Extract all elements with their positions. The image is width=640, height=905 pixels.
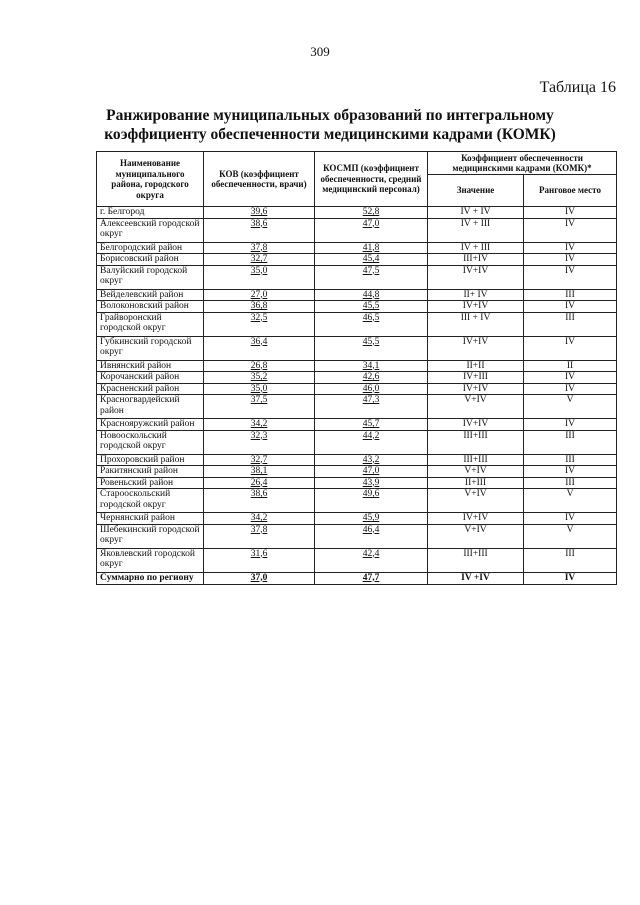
- cell-kov: [204, 265, 315, 289]
- cell-kosmp-text: 44,2: [362, 430, 380, 441]
- cell-kov-text: 35,0: [250, 265, 268, 276]
- cell-kosmp: [315, 242, 428, 254]
- cell-name: Краснояружский район: [97, 419, 204, 431]
- cell-kov: [204, 254, 315, 266]
- cell-kosmp-text: 42,4: [362, 548, 380, 559]
- cell-kosmp-text: 45,5: [362, 336, 380, 347]
- cell-name: Вейделевский район: [97, 289, 204, 301]
- cell-name: г. Белгород: [97, 207, 204, 219]
- cell-kov: [204, 477, 315, 489]
- table-row: [97, 454, 617, 466]
- cell-kov-text: 31,6: [250, 548, 268, 559]
- cell-kosmp-text: 46,5: [362, 312, 380, 323]
- cell-name: Чернянский район: [97, 513, 204, 525]
- cell-value: III+III: [428, 454, 524, 466]
- cell-rank: V: [524, 489, 617, 513]
- cell-value: III+III: [428, 430, 524, 454]
- cell-kosmp: [315, 336, 428, 360]
- total-name: Суммарно по региону: [97, 572, 204, 584]
- table-row: [97, 419, 617, 431]
- cell-kosmp: [315, 430, 428, 454]
- cell-kosmp: [315, 489, 428, 513]
- cell-rank: IV: [524, 265, 617, 289]
- cell-name: Старооскольский городской округ: [97, 489, 204, 513]
- table-row: [97, 265, 617, 289]
- cell-value: V+IV: [428, 395, 524, 419]
- cell-kov-text: 32,3: [250, 430, 268, 441]
- cell-name: Корочанский район: [97, 372, 204, 384]
- cell-kosmp-text: 45,4: [362, 254, 380, 264]
- cell-rank: III: [524, 548, 617, 572]
- cell-kosmp-text: 34,1: [362, 360, 380, 371]
- cell-kov-text: 39,6: [250, 207, 268, 217]
- table-row: [97, 289, 617, 301]
- cell-kosmp: [315, 513, 428, 525]
- cell-value: II+ IV: [428, 289, 524, 301]
- cell-name: Ровеньский район: [97, 477, 204, 489]
- cell-kov-text: 32,7: [250, 254, 268, 264]
- cell-value: IV+IV: [428, 265, 524, 289]
- cell-rank: III: [524, 454, 617, 466]
- cell-kosmp: [315, 383, 428, 395]
- cell-kosmp: [315, 548, 428, 572]
- cell-kov: [204, 489, 315, 513]
- total-kosmp-text: 47,7: [362, 572, 380, 583]
- table-row: [97, 360, 617, 372]
- header-kov: КОВ (коэффициент обеспеченности, врачи): [204, 152, 315, 207]
- cell-kov-text: 35,2: [250, 372, 268, 382]
- cell-rank: IV: [524, 254, 617, 266]
- cell-rank: III: [524, 477, 617, 489]
- cell-kosmp: [315, 360, 428, 372]
- table-row: [97, 430, 617, 454]
- table-row: [97, 466, 617, 478]
- cell-rank: II: [524, 360, 617, 372]
- cell-kosmp: [315, 419, 428, 431]
- cell-value: IV + IV: [428, 207, 524, 219]
- total-kosmp: [315, 572, 428, 584]
- cell-name: Яковлевский городской округ: [97, 548, 204, 572]
- table-row: [97, 395, 617, 419]
- header-name: Наименование муниципального района, городского округа: [97, 152, 204, 207]
- cell-name: Новооскольский городской округ: [97, 430, 204, 454]
- cell-kov: [204, 454, 315, 466]
- cell-value: IV + III: [428, 218, 524, 242]
- table-row-total: [97, 572, 617, 584]
- cell-kov: [204, 218, 315, 242]
- cell-kov-text: 36,8: [250, 301, 268, 311]
- cell-kov: [204, 513, 315, 525]
- cell-kosmp: [315, 477, 428, 489]
- cell-name: Белгородский район: [97, 242, 204, 254]
- cell-kov: [204, 466, 315, 478]
- cell-kov: [204, 207, 315, 219]
- cell-kov: [204, 289, 315, 301]
- cell-kov: [204, 242, 315, 254]
- cell-kosmp: [315, 466, 428, 478]
- cell-kov-text: 38,6: [250, 218, 268, 229]
- cell-value: III + IV: [428, 312, 524, 336]
- cell-kov: [204, 372, 315, 384]
- cell-value: IV+IV: [428, 301, 524, 313]
- cell-value: IV+IV: [428, 513, 524, 525]
- cell-name: Шебекинский городской округ: [97, 524, 204, 548]
- cell-rank: IV: [524, 372, 617, 384]
- cell-name: Губкинский городской округ: [97, 336, 204, 360]
- cell-value: III+III: [428, 548, 524, 572]
- cell-kosmp: [315, 312, 428, 336]
- cell-kosmp-text: 46,4: [362, 524, 380, 535]
- cell-kov-text: 32,7: [250, 454, 268, 465]
- cell-kov: [204, 548, 315, 572]
- cell-kosmp-text: 42,6: [362, 372, 380, 382]
- cell-rank: IV: [524, 218, 617, 242]
- cell-rank: IV: [524, 466, 617, 478]
- header-rank: Ранговое место: [524, 175, 617, 207]
- cell-rank: III: [524, 289, 617, 301]
- header-kosmp: КОСМП (коэффициент обеспеченности, средний медицинский персонал): [315, 152, 428, 207]
- cell-value: V+IV: [428, 466, 524, 478]
- table-body: [97, 207, 617, 585]
- table-row: [97, 312, 617, 336]
- cell-value: III+IV: [428, 254, 524, 266]
- cell-name: Красненский район: [97, 383, 204, 395]
- cell-value: V+IV: [428, 489, 524, 513]
- cell-kov-text: 35,0: [250, 383, 268, 394]
- cell-kov: [204, 312, 315, 336]
- cell-kov-text: 37,5: [250, 395, 268, 405]
- cell-value: IV + III: [428, 242, 524, 254]
- cell-kosmp-text: 46,0: [362, 383, 380, 394]
- cell-name: Ивнянский район: [97, 360, 204, 372]
- cell-rank: V: [524, 524, 617, 548]
- cell-value: II+III: [428, 477, 524, 489]
- cell-kosmp: [315, 254, 428, 266]
- cell-kosmp: [315, 289, 428, 301]
- cell-kosmp-text: 47,0: [362, 218, 380, 229]
- table-row: [97, 548, 617, 572]
- cell-name: Красногвардейский район: [97, 395, 204, 419]
- cell-kosmp-text: 45,9: [362, 513, 380, 523]
- page-number: 309: [310, 44, 330, 59]
- cell-kosmp-text: 44,8: [362, 289, 380, 300]
- cell-kov-text: 37,8: [250, 524, 268, 535]
- table-row: [97, 254, 617, 266]
- cell-name: Алексеевский городской округ: [97, 218, 204, 242]
- table-row: [97, 489, 617, 513]
- cell-kov-text: 38,6: [250, 489, 268, 499]
- cell-kosmp-text: 47,3: [362, 395, 380, 405]
- cell-kosmp: [315, 454, 428, 466]
- cell-rank: IV: [524, 242, 617, 254]
- cell-kosmp-text: 45,5: [362, 301, 380, 311]
- cell-kosmp-text: 47,0: [362, 466, 380, 476]
- cell-kosmp: [315, 207, 428, 219]
- cell-rank: IV: [524, 207, 617, 219]
- cell-kosmp-text: 43,9: [362, 477, 380, 488]
- cell-kosmp-text: 47,5: [362, 265, 380, 276]
- table-row: [97, 372, 617, 384]
- cell-rank: III: [524, 312, 617, 336]
- cell-name: Прохоровский район: [97, 454, 204, 466]
- total-rank: IV: [524, 572, 617, 584]
- cell-kov: [204, 336, 315, 360]
- cell-kosmp: [315, 218, 428, 242]
- cell-kosmp-text: 41,8: [362, 242, 380, 253]
- cell-kov: [204, 383, 315, 395]
- cell-kosmp-text: 49,6: [362, 489, 380, 499]
- cell-kosmp-text: 43,2: [362, 454, 380, 465]
- cell-rank: III: [524, 430, 617, 454]
- cell-value: IV+IV: [428, 383, 524, 395]
- cell-kov: [204, 419, 315, 431]
- cell-name: Борисовский район: [97, 254, 204, 266]
- cell-rank: IV: [524, 301, 617, 313]
- cell-kov-text: 34,2: [250, 419, 268, 429]
- total-kov: [204, 572, 315, 584]
- cell-kosmp: [315, 301, 428, 313]
- cell-kov-text: 26,4: [250, 477, 268, 488]
- ranking-table: [96, 151, 617, 585]
- cell-kosmp: [315, 524, 428, 548]
- total-value: IV +IV: [428, 572, 524, 584]
- table-row: [97, 301, 617, 313]
- header-komk: Коэффициент обеспеченности медицинскими кадрами (КОМК)*: [428, 152, 617, 175]
- cell-name: Грайворонский городской округ: [97, 312, 204, 336]
- cell-kov-text: 37,8: [250, 242, 268, 253]
- cell-rank: IV: [524, 513, 617, 525]
- table-label: Таблица 16: [539, 79, 616, 96]
- cell-value: II+II: [428, 360, 524, 372]
- cell-kosmp-text: 45,7: [362, 419, 380, 429]
- cell-kov-text: 26,8: [250, 360, 268, 371]
- cell-kov-text: 32,5: [250, 312, 268, 323]
- cell-kov-text: 27,0: [250, 289, 268, 300]
- table-row: [97, 336, 617, 360]
- cell-value: V+IV: [428, 524, 524, 548]
- cell-rank: IV: [524, 419, 617, 431]
- cell-kosmp: [315, 372, 428, 384]
- cell-kov-text: 38,1: [250, 466, 268, 476]
- table-row: [97, 242, 617, 254]
- cell-name: Валуйский городской округ: [97, 265, 204, 289]
- table-row: [97, 207, 617, 219]
- table-row: [97, 218, 617, 242]
- table-row: [97, 477, 617, 489]
- cell-kov-text: 34,2: [250, 513, 268, 523]
- cell-name: Волоконовский район: [97, 301, 204, 313]
- document-title: Ранжирование муниципальных образований по интегральному коэффициенту обеспеченности медицинскими кадрами (КОМК): [104, 107, 556, 143]
- cell-rank: IV: [524, 383, 617, 395]
- cell-value: IV+IV: [428, 336, 524, 360]
- cell-kosmp: [315, 265, 428, 289]
- cell-kosmp: [315, 395, 428, 419]
- cell-kov: [204, 301, 315, 313]
- cell-name: Ракитянский район: [97, 466, 204, 478]
- cell-rank: IV: [524, 336, 617, 360]
- cell-value: IV+IV: [428, 419, 524, 431]
- cell-kov: [204, 395, 315, 419]
- cell-rank: V: [524, 395, 617, 419]
- cell-value: IV+III: [428, 372, 524, 384]
- table-row: [97, 513, 617, 525]
- cell-kosmp-text: 52,8: [362, 207, 380, 217]
- cell-kov: [204, 360, 315, 372]
- cell-kov-text: 36,4: [250, 336, 268, 347]
- total-kov-text: 37,0: [250, 572, 268, 583]
- table-row: [97, 383, 617, 395]
- table-row: [97, 524, 617, 548]
- cell-kov: [204, 524, 315, 548]
- header-value: Значение: [428, 175, 524, 207]
- cell-kov: [204, 430, 315, 454]
